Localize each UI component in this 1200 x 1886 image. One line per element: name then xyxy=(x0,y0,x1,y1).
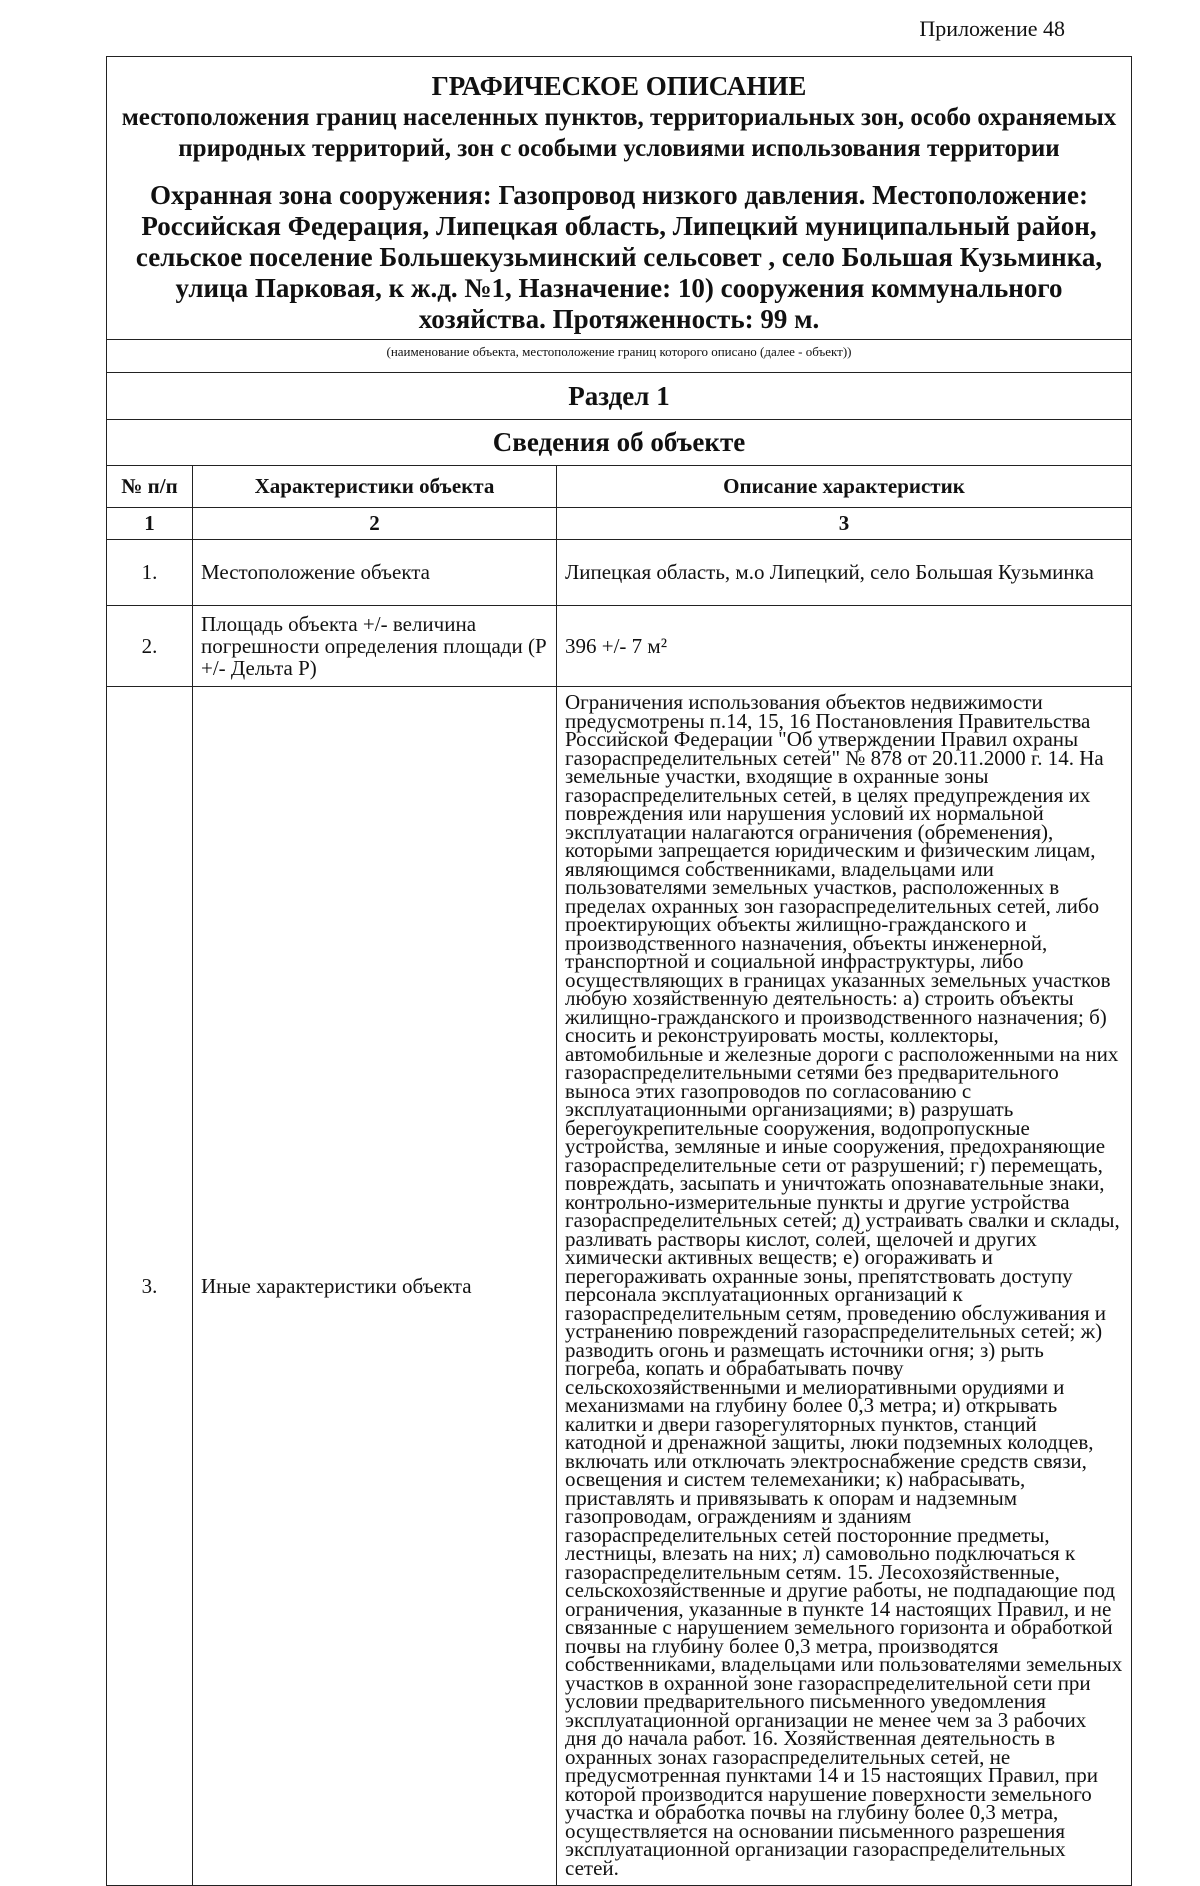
table-row xyxy=(107,687,1131,1886)
document-frame xyxy=(106,56,1132,1886)
object-caption: (наименование объекта, местоположение границ которого описано (далее - объект)) xyxy=(107,339,1131,372)
document-subtitle: местоположения границ населенных пунктов, территориальных зон, особо охраняемых природных территорий, зон с особыми условиями использования территории xyxy=(121,104,1117,162)
section-subtitle: Сведения об объекте xyxy=(107,419,1131,465)
column-numbers-row xyxy=(107,508,1131,540)
row-characteristic: Местоположение объекта xyxy=(193,540,557,606)
row-description: Липецкая область, м.о Липецкий, село Большая Кузьминка xyxy=(557,540,1132,606)
row-number: 2. xyxy=(107,606,193,687)
column-number: 2 xyxy=(193,508,557,540)
row-number: 1. xyxy=(107,540,193,606)
row-description: Ограничения использования объектов недвижимости предусмотрены п.14, 15, 16 Постановления Правительства Российской Федерации "Об утверждении Правил охраны газораспределительных сетей" № 878 от 20.11.2000 г. 14. На земельные участки, входящие в охранные зоны газораспределительных сетей, в целях предупреждения их повреждения или нарушения условий их нормальной эксплуатации налагаются ограничения (обременения), которыми запрещается юридическим и физическим лицам, являющимся собственниками, владельцами или пользователями земельных участков, расположенных в пределах охранных зон газораспределительных сетей, либо проектирующих объекты жилищно-гражданского и производственного назначения, объекты инженерной, транспортной и социальной инфраструктуры, либо осуществляющих в границах указанных земельных участков любую хозяйственную деятельность: а) строить объекты жилищно-гражданского и производственного назначения; б) сносить и реконструировать мосты, коллекторы, автомобильные и железные дороги с расположенными на них газораспределительными сетями без предварительного выноса этих газопроводов по согласованию с эксплуатационными организациями; в) разрушать берегоукрепительные сооружения, водопропускные устройства, земляные и иные сооружения, предохраняющие газораспределительные сети от разрушений; г) перемещать, повреждать, засыпать и уничтожать опознавательные знаки, контрольно-измерительные пункты и другие устройства газораспределительных сетей; д) устраивать свалки и склады, разливать растворы кислот, солей, щелочей и других химически активных веществ; е) огораживать и перегораживать охранные зоны, препятствовать доступу персонала эксплуатационных организаций к газораспределительным сетям, проведению обслуживания и устранению повреждений газораспределительных сетей; ж) разводить огонь и размещать источники огня; з) рыть погреба, копать и обрабатывать почву сельскохозяйственными и мелиоративными орудиями и механизмами на глубину более 0,3 метра; и) открывать калитки и двери газорегуляторных пунктов, станций катодной и дренажной защиты, люки подземных колодцев, включать или отключать электроснабжение средств связи, освещения и систем телемеханики; к) набрасывать, приставлять и привязывать к опорам и надземным газопроводам, ограждениям и зданиям газораспределительных сетей посторонние предметы, лестницы, влезать на них; л) самовольно подключаться к газораспределительным сетям. 15. Лесохозяйственные, сельскохозяйственные и другие работы, не подпадающие под ограничения, указанные в пункте 14 настоящих Правил, и не связанные с нарушением земельного горизонта и обработкой почвы на глубину более 0,3 метра, производятся собственниками, владельцами или пользователями земельных участков в охранной зоне газораспределительной сети при условии предварительного письменного уведомления эксплуатационной организации не менее чем за 3 рабочих дня до начала работ. 16. Хозяйственная деятельность в охранных зонах газораспределительных сетей, не предусмотренная пунктами 14 и 15 настоящих Правил, при которой производится нарушение поверхности земельного участка и обработка почвы на глубину более 0,3 метра, осуществляется на основании письменного разрешения эксплуатационной организации газораспределительных сетей. xyxy=(557,687,1132,1886)
document-title: ГРАФИЧЕСКОЕ ОПИСАНИЕ xyxy=(431,71,807,101)
appendix-label: Приложение 48 xyxy=(919,16,1065,41)
header-number: № п/п xyxy=(107,466,193,508)
header-description: Описание характеристик xyxy=(557,466,1132,508)
document-header xyxy=(107,57,1131,339)
object-info-table xyxy=(107,465,1131,1885)
section-title: Раздел 1 xyxy=(107,372,1131,419)
row-characteristic: Иные характеристики объекта xyxy=(193,687,557,1886)
column-number: 3 xyxy=(557,508,1132,540)
object-description: Охранная зона сооружения: Газопровод низкого давления. Местоположение: Российская Федерация, Липецкая область, Липецкий муниципальный район, сельское поселение Большекузьминский сельсовет , село Большая Кузьминка, улица Парковая, к ж.д. №1, Назначение: 10) сооружения коммунального хозяйства. Протяженность: 99 м. xyxy=(135,180,1103,334)
table-row xyxy=(107,540,1131,606)
row-number: 3. xyxy=(107,687,193,1886)
column-number: 1 xyxy=(107,508,193,540)
row-description: 396 +/- 7 м² xyxy=(557,606,1132,687)
table-header-row xyxy=(107,466,1131,508)
table-row xyxy=(107,606,1131,687)
row-characteristic: Площадь объекта +/- величина погрешности определения площади (P +/- Дельта P) xyxy=(193,606,557,687)
header-characteristic: Характеристики объекта xyxy=(193,466,557,508)
